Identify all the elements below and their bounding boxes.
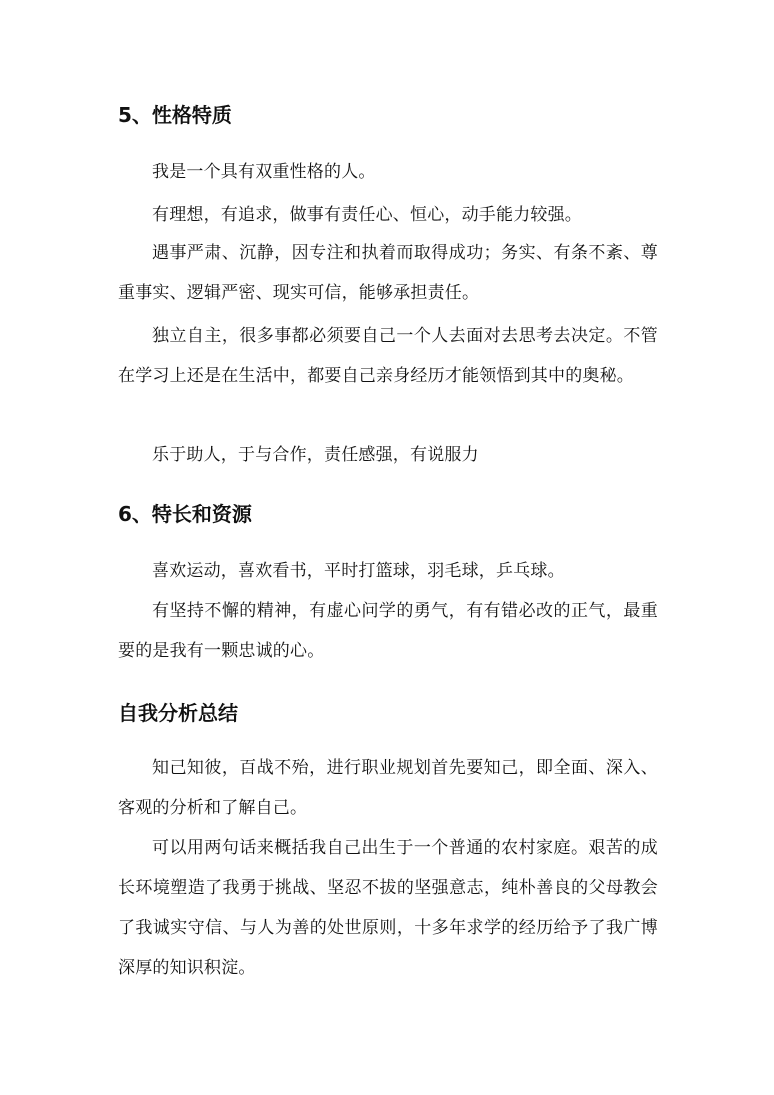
paragraph: 我是一个具有双重性格的人。 — [152, 162, 376, 182]
paragraph: 有理想，有追求，做事有责任心、恒心，动手能力较强。 — [152, 205, 582, 225]
paragraph: 可以用两句话来概括我自己出生于一个普通的农村家庭。艰苦的成长环境塑造了我勇于挑战、坚忍不拔的坚强意志，纯朴善良的父母教会了我诚实守信、与人为善的处世原则，十多年求学的经历给予了我广博深厚的知识积淀。 — [118, 838, 658, 978]
paragraph: 喜欢运动，喜欢看书，平时打篮球，羽毛球，乒乓球。 — [152, 561, 565, 581]
paragraph: 遇事严肃、沉静，因专注和执着而取得成功；务实、有条不紊、尊重事实、逻辑严密、现实可信，能够承担责任。 — [118, 243, 658, 303]
paragraph: 独立自主，很多事都必须要自己一个人去面对去思考去决定。不管在学习上还是在生活中，都要自己亲身经历才能领悟到其中的奥秘。 — [118, 326, 658, 386]
paragraph: 乐于助人，于与合作，责任感强，有说服力 — [152, 445, 479, 465]
section-heading-personality: 5、性格特质 — [118, 103, 232, 127]
paragraph: 知己知彼，百战不殆，进行职业规划首先要知己，即全面、深入、客观的分析和了解自己。 — [118, 758, 658, 818]
section-heading-summary: 自我分析总结 — [118, 701, 238, 725]
section-heading-strengths: 6、特长和资源 — [118, 502, 252, 526]
paragraph: 有坚持不懈的精神，有虚心问学的勇气，有有错必改的正气，最重要的是我有一颗忠诚的心。 — [118, 601, 658, 661]
